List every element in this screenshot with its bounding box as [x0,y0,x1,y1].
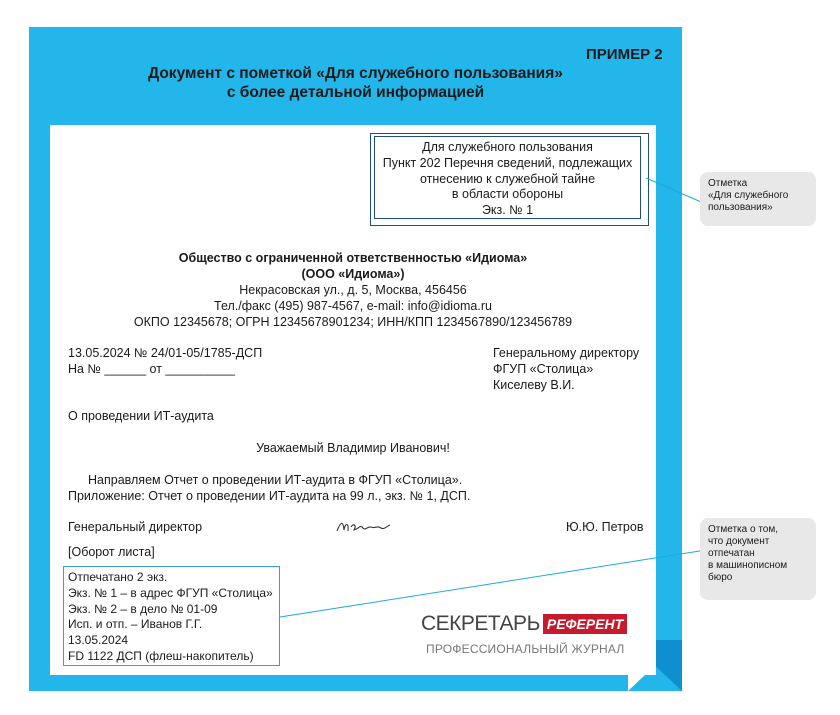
body-line-1: Направляем Отчет о проведении ИТ-аудита в ФГУП «Столица». [88,473,463,487]
printed-line-1: Отпечатано 2 экз. [68,570,168,584]
callout-printed-line-1: Отметка о том, [708,524,778,535]
callout-printed-line-2: что документ [708,536,770,547]
brand-subtitle: ПРОФЕССИОНАЛЬНЫЙ ЖУРНАЛ [426,642,625,656]
stamp-line-3: отнесению к служебной тайне [419,171,596,186]
addressee-position: Генеральному директору [493,346,640,360]
example-label: ПРИМЕР 2 [586,46,663,63]
brand-part-2: РЕФЕРЕНТ [543,614,627,634]
callout-printed-line-5: бюро [708,572,733,583]
addressee-org: ФГУП «Столица» [493,362,594,376]
stamp-line-2: Пункт 202 Перечня сведений, подлежащих [382,155,633,170]
printed-line-6: FD 1122 ДСП (флеш-накопитель) [68,648,254,663]
stamp-line-5: Экз. № 1 [481,203,534,218]
title-line-1: Документ с пометкой «Для служебного пользования» [148,65,563,82]
reg-number: 13.05.2024 № 24/01-05/1785-ДСП [68,346,263,360]
callout-printed-line-4: в машинописном [708,560,788,571]
callout-stamp-line-3: пользования» [708,202,773,213]
printed-line-3: Экз. № 2 – в дело № 01-09 [68,601,218,616]
reverse-note: [Оборот листа] [68,545,155,559]
signatory-position: Генеральный директор [68,520,203,534]
printed-line-4: Исп. и отп. – Иванов Г.Г. [68,617,203,632]
stamp-callout-line [646,178,708,205]
callout-printed-line-3: отпечатан [708,548,755,559]
callout-printed-note [700,518,816,600]
printed-line-5: 13.05.2024 [68,633,129,648]
reference-line: На № ______ от __________ [68,362,235,376]
org-address: Некрасовская ул., д. 5, Москва, 456456 [239,283,467,297]
subject-line: О проведении ИТ-аудита [68,409,214,423]
body-line-2: Приложение: Отчет о проведении ИТ-аудита на 99 л., экз. № 1, ДСП. [68,489,471,503]
org-name: Общество с ограниченной ответственностью «Идиома» [178,251,528,265]
greeting: Уважаемый Владимир Иванович! [256,441,450,455]
printed-line-2: Экз. № 1 – в адрес ФГУП «Столица» [68,585,273,600]
org-short-name: (ООО «Идиома») [301,267,405,281]
callout-stamp-note [700,172,816,226]
title-line-2: с более детальной информацией [226,84,485,101]
org-contacts: Тел./факс (495) 987-4567, e-mail: info@idioma.ru [214,299,492,313]
stamp-line-1: Для служебного пользования [422,140,593,154]
org-codes: ОКПО 12345678; ОГРН 12345678901234; ИНН/КПП 1234567890/123456789 [133,315,573,329]
addressee-name: Киселеву В.И. [493,378,575,392]
callout-stamp-line-1: Отметка [708,178,748,189]
signatory-name: Ю.Ю. Петров [566,520,644,534]
stamp-line-4: в области обороны [451,187,564,202]
printed-callout-line [280,550,706,617]
brand-part-1: СЕКРЕТАРЬ [421,612,540,635]
callout-stamp-line-2: «Для служебного [708,190,789,201]
